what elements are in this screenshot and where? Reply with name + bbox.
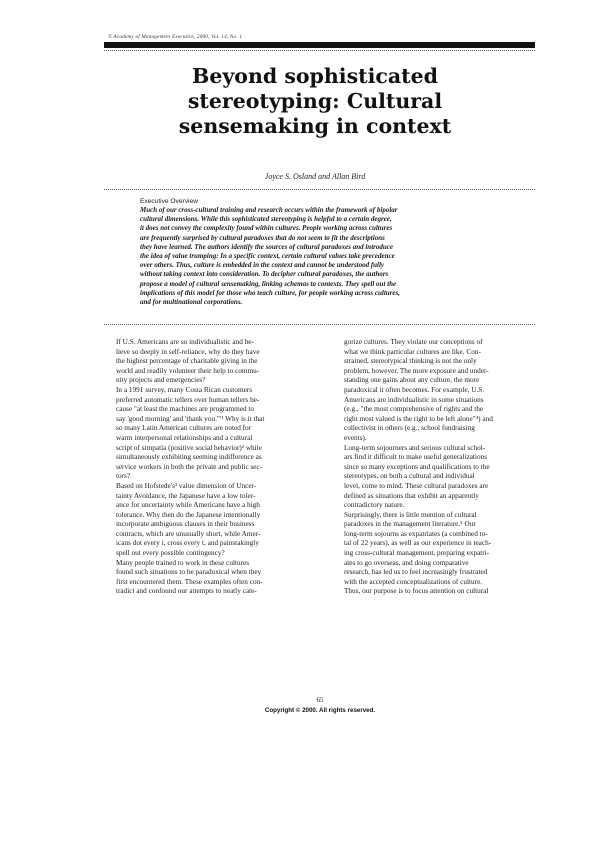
body-line: gorize cultures. They violate our conceptions of [344, 338, 483, 346]
overview-bottom-rule [104, 324, 535, 325]
body-line: first encountered them. These examples often con- [116, 577, 263, 586]
body-line: lieve so deeply in self-reliance, why do they have [116, 347, 260, 356]
body-line: simultaneously exhibiting seeming indifference as [116, 453, 262, 462]
overview-line: and for multinational corporations. [140, 298, 243, 307]
title-line: Beyond sophisticated [192, 64, 438, 88]
body-line: what we think particular cultures are like. Con- [344, 347, 481, 356]
body-line: found such situations to be paradoxical when they [116, 568, 262, 577]
overview-heading: Executive Overview [140, 198, 198, 205]
body-line: standing one gains about any culture, the more [344, 376, 480, 385]
body-line: ing cross-cultural management, preparing expatri- [344, 549, 490, 558]
body-line: ars find it difficult to make useful generalizations [344, 453, 488, 462]
overview-line: they have learned. The authors identify the sources of cultural paradoxes and introduce [140, 242, 393, 251]
body-line: ance for uncertainty while Americans have a high [116, 501, 260, 510]
body-line: strained, stereotypical thinking is not the only [344, 357, 477, 366]
body-column-right [344, 338, 562, 597]
body-line: stereotypes, on both a cultural and individual [344, 472, 475, 481]
body-line: Americans are individualistic in some situations [344, 395, 484, 404]
executive-overview [140, 198, 510, 307]
overview-line: it does not convey the complexity found within cultures. People working across cultures [140, 224, 393, 233]
body-line: contracts, which are unusually short, while Amer- [116, 529, 261, 538]
body-line: long-term sojourns as expatriates (a combined to- [344, 529, 488, 538]
body-line: tainty Avoidance, the Japanese have a low toler- [116, 491, 256, 500]
body-line: script of simpatía (positive social behavior)² while [116, 443, 262, 452]
title-line: sensemaking in context [178, 114, 452, 138]
body-line: right most valued is the right to be left alone"⁴) and [344, 414, 493, 423]
body-line: preferred automatic tellers over human tellers be- [116, 395, 260, 404]
body-line: paradoxical it often becomes. For example, U.S. [344, 385, 485, 394]
header-thick-rule [104, 42, 535, 48]
overview-line: without taking context into consideration. To decipher cultural paradoxes, the authors [140, 270, 389, 279]
article-title [150, 64, 480, 139]
body-line: Surprisingly, there is little mention of cultural [344, 510, 477, 519]
body-column-left [116, 338, 334, 597]
body-line: warm interpersonal relationships and a cultural [116, 433, 253, 442]
body-line: icans dot every i, cross every t, and painstakingly [116, 539, 259, 548]
body-line: If U.S. Americans are so individualistic and be- [116, 338, 254, 346]
body-line: ates to go overseas, and doing comparative [344, 558, 469, 567]
body-line: tors? [116, 472, 131, 481]
body-line: spell out every possible contingency? [116, 549, 225, 558]
body-line: contradictory nature. [344, 501, 405, 510]
overview-text [140, 206, 510, 307]
body-line: cause "at least the machines are programmed to [116, 405, 255, 414]
body-line: service workers in both the private and public sec- [116, 462, 263, 471]
body-line: problem, however. The more exposure and under- [344, 366, 489, 375]
body-line: tradict and confound our attempts to neatly cate- [116, 587, 257, 596]
body-line: so many Latin American cultures are noted for [116, 424, 252, 433]
body-line: Long-term sojourners and serious cultural schol- [344, 443, 486, 452]
body-line: research, has led us to feel increasingly frustrated [344, 568, 488, 577]
body-line: events). [344, 433, 367, 442]
body-line: nity projects and emergencies? [116, 376, 206, 385]
body-line: tal of 22 years), as well as our experience in teach- [344, 539, 492, 548]
body-line: tolerance. Why then do the Japanese intentionally [116, 510, 261, 519]
body-line: In a 1991 survey, many Costa Rican customers [116, 385, 253, 394]
body-line: say 'good morning' and 'thank you.'"¹ Why is it that [116, 414, 265, 423]
page-number: 65 [316, 696, 324, 704]
body-line: incorporate ambiguous clauses in their business [116, 520, 255, 529]
body-line: collectivist in others (e.g., school fundraising [344, 424, 475, 433]
overview-line: are frequently surprised by cultural paradoxes that do not seem to fit the descriptions [140, 233, 385, 242]
title-line: stereotyping: Cultural [187, 89, 443, 113]
overview-top-rule [104, 189, 535, 190]
body-line: level, come to mind. These cultural paradoxes are [344, 481, 489, 490]
overview-line: Much of our cross-cultural training and research occurs within the framework of bipolar [140, 206, 398, 214]
overview-line: cultural dimensions. While this sophisticated stereotyping is helpful to a certain degree, [140, 215, 392, 224]
body-line: defined as situations that exhibit an apparently [344, 491, 479, 500]
overview-line: propose a model of cultural sensemaking, linking schemas to contexts. They spell out the [140, 279, 397, 288]
body-line: with the accepted conceptualizations of culture. [344, 577, 483, 586]
body-line: world and readily volunteer their help to commu- [116, 366, 260, 375]
body-line: paradoxes in the management literature.⁵ Our [344, 520, 476, 529]
overview-line: the idea of value trumping: In a specific context, certain cultural values take precedence [140, 252, 395, 261]
body-line: Many people trained to work in these cultures [116, 558, 250, 567]
article-authors: Joyce S. Osland and Allan Bird [264, 172, 366, 181]
body-line: (e.g., "the most comprehensive of rights and the [344, 405, 484, 414]
overview-line: implications of this model for those who teach culture, for people working across cultures, [140, 288, 400, 297]
journal-citation-line: © Academy of Management Executive, 2000, Vol. 14, No. 1 [108, 34, 243, 40]
header-dotted-rule [104, 50, 535, 51]
body-line: the highest percentage of charitable giving in the [116, 357, 258, 366]
overview-line: over others. Thus, culture is embedded in the context and cannot be understood fully [140, 261, 385, 270]
body-line: Based on Hofstede's³ value dimension of Uncer- [116, 481, 257, 490]
body-line: since so many exceptions and qualifications to the [344, 462, 490, 471]
copyright-notice: Copyright © 2000. All rights reserved. [264, 707, 376, 714]
body-line: Thus, our purpose is to focus attention on cultural [344, 587, 489, 596]
